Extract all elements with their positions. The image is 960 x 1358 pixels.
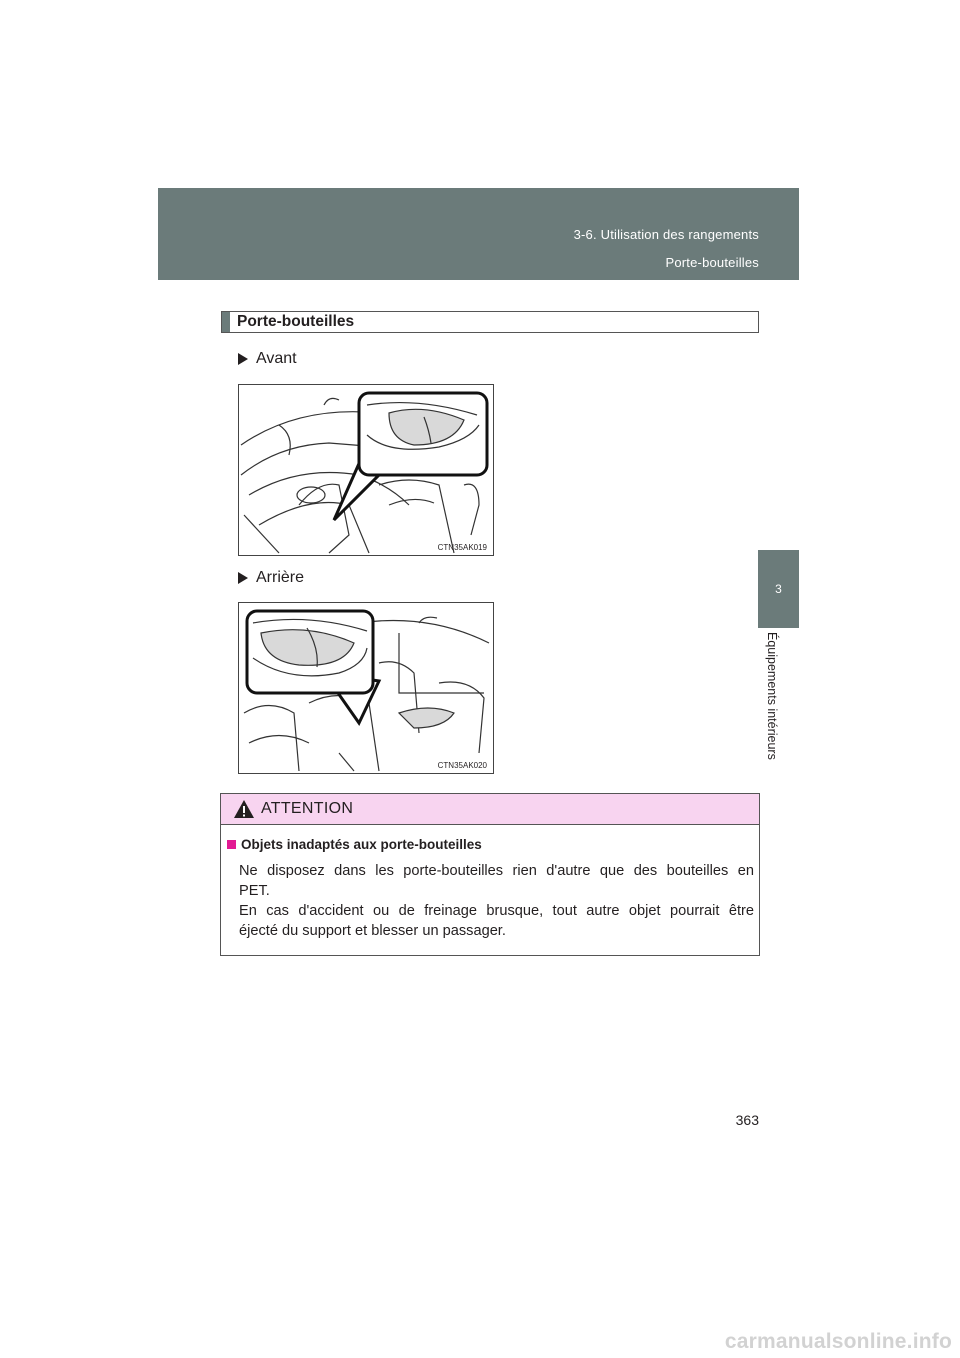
- page-number: 363: [735, 1112, 759, 1128]
- figure-code: CTN35AK020: [437, 761, 487, 770]
- item-label: Avant: [256, 350, 297, 367]
- caution-line: PET.: [239, 883, 270, 899]
- caution-line: éjecté du support et blesser un passager.: [239, 923, 506, 939]
- chapter-tab: [758, 550, 799, 628]
- caution-text: [239, 861, 754, 941]
- caution-subtitle: Objets inadaptés aux porte-bouteilles: [241, 837, 482, 852]
- caution-line: Ne disposez dans les porte-bouteilles rien d'autre que des bouteilles en: [239, 863, 754, 879]
- square-bullet-icon: [227, 840, 236, 849]
- chapter-label: Équipements intérieurs: [765, 632, 779, 760]
- item-avant: [238, 350, 297, 368]
- warning-triangle-icon: [233, 799, 255, 819]
- caution-subtitle-row: [227, 837, 754, 852]
- rear-bottle-holder-figure: [238, 602, 494, 774]
- caution-header: [221, 794, 759, 825]
- caution-body: [221, 825, 759, 941]
- chapter-number: 3: [775, 582, 782, 596]
- front-bottle-holder-figure: [238, 384, 494, 556]
- triangle-bullet-icon: [238, 353, 248, 365]
- section-title: Porte-bouteilles: [237, 313, 355, 330]
- watermark: carmanualsonline.info: [724, 1330, 952, 1353]
- rear-interior-illustration: [239, 603, 493, 775]
- section-title-bar: [222, 312, 230, 332]
- header-section-title: 3-6. Utilisation des rangements: [573, 227, 759, 242]
- section-title-box: [221, 311, 759, 333]
- caution-box: [220, 793, 760, 956]
- triangle-bullet-icon: [238, 572, 248, 584]
- figure-code: CTN35AK019: [437, 543, 487, 552]
- header-subsection-title: Porte-bouteilles: [665, 255, 759, 270]
- item-arriere: [238, 569, 304, 587]
- caution-line: En cas d'accident ou de freinage brusque, tout autre objet pourrait être: [239, 903, 754, 919]
- page-header: [158, 188, 799, 280]
- front-interior-illustration: [239, 385, 493, 555]
- item-label: Arrière: [256, 569, 305, 586]
- caution-title: ATTENTION: [261, 800, 354, 817]
